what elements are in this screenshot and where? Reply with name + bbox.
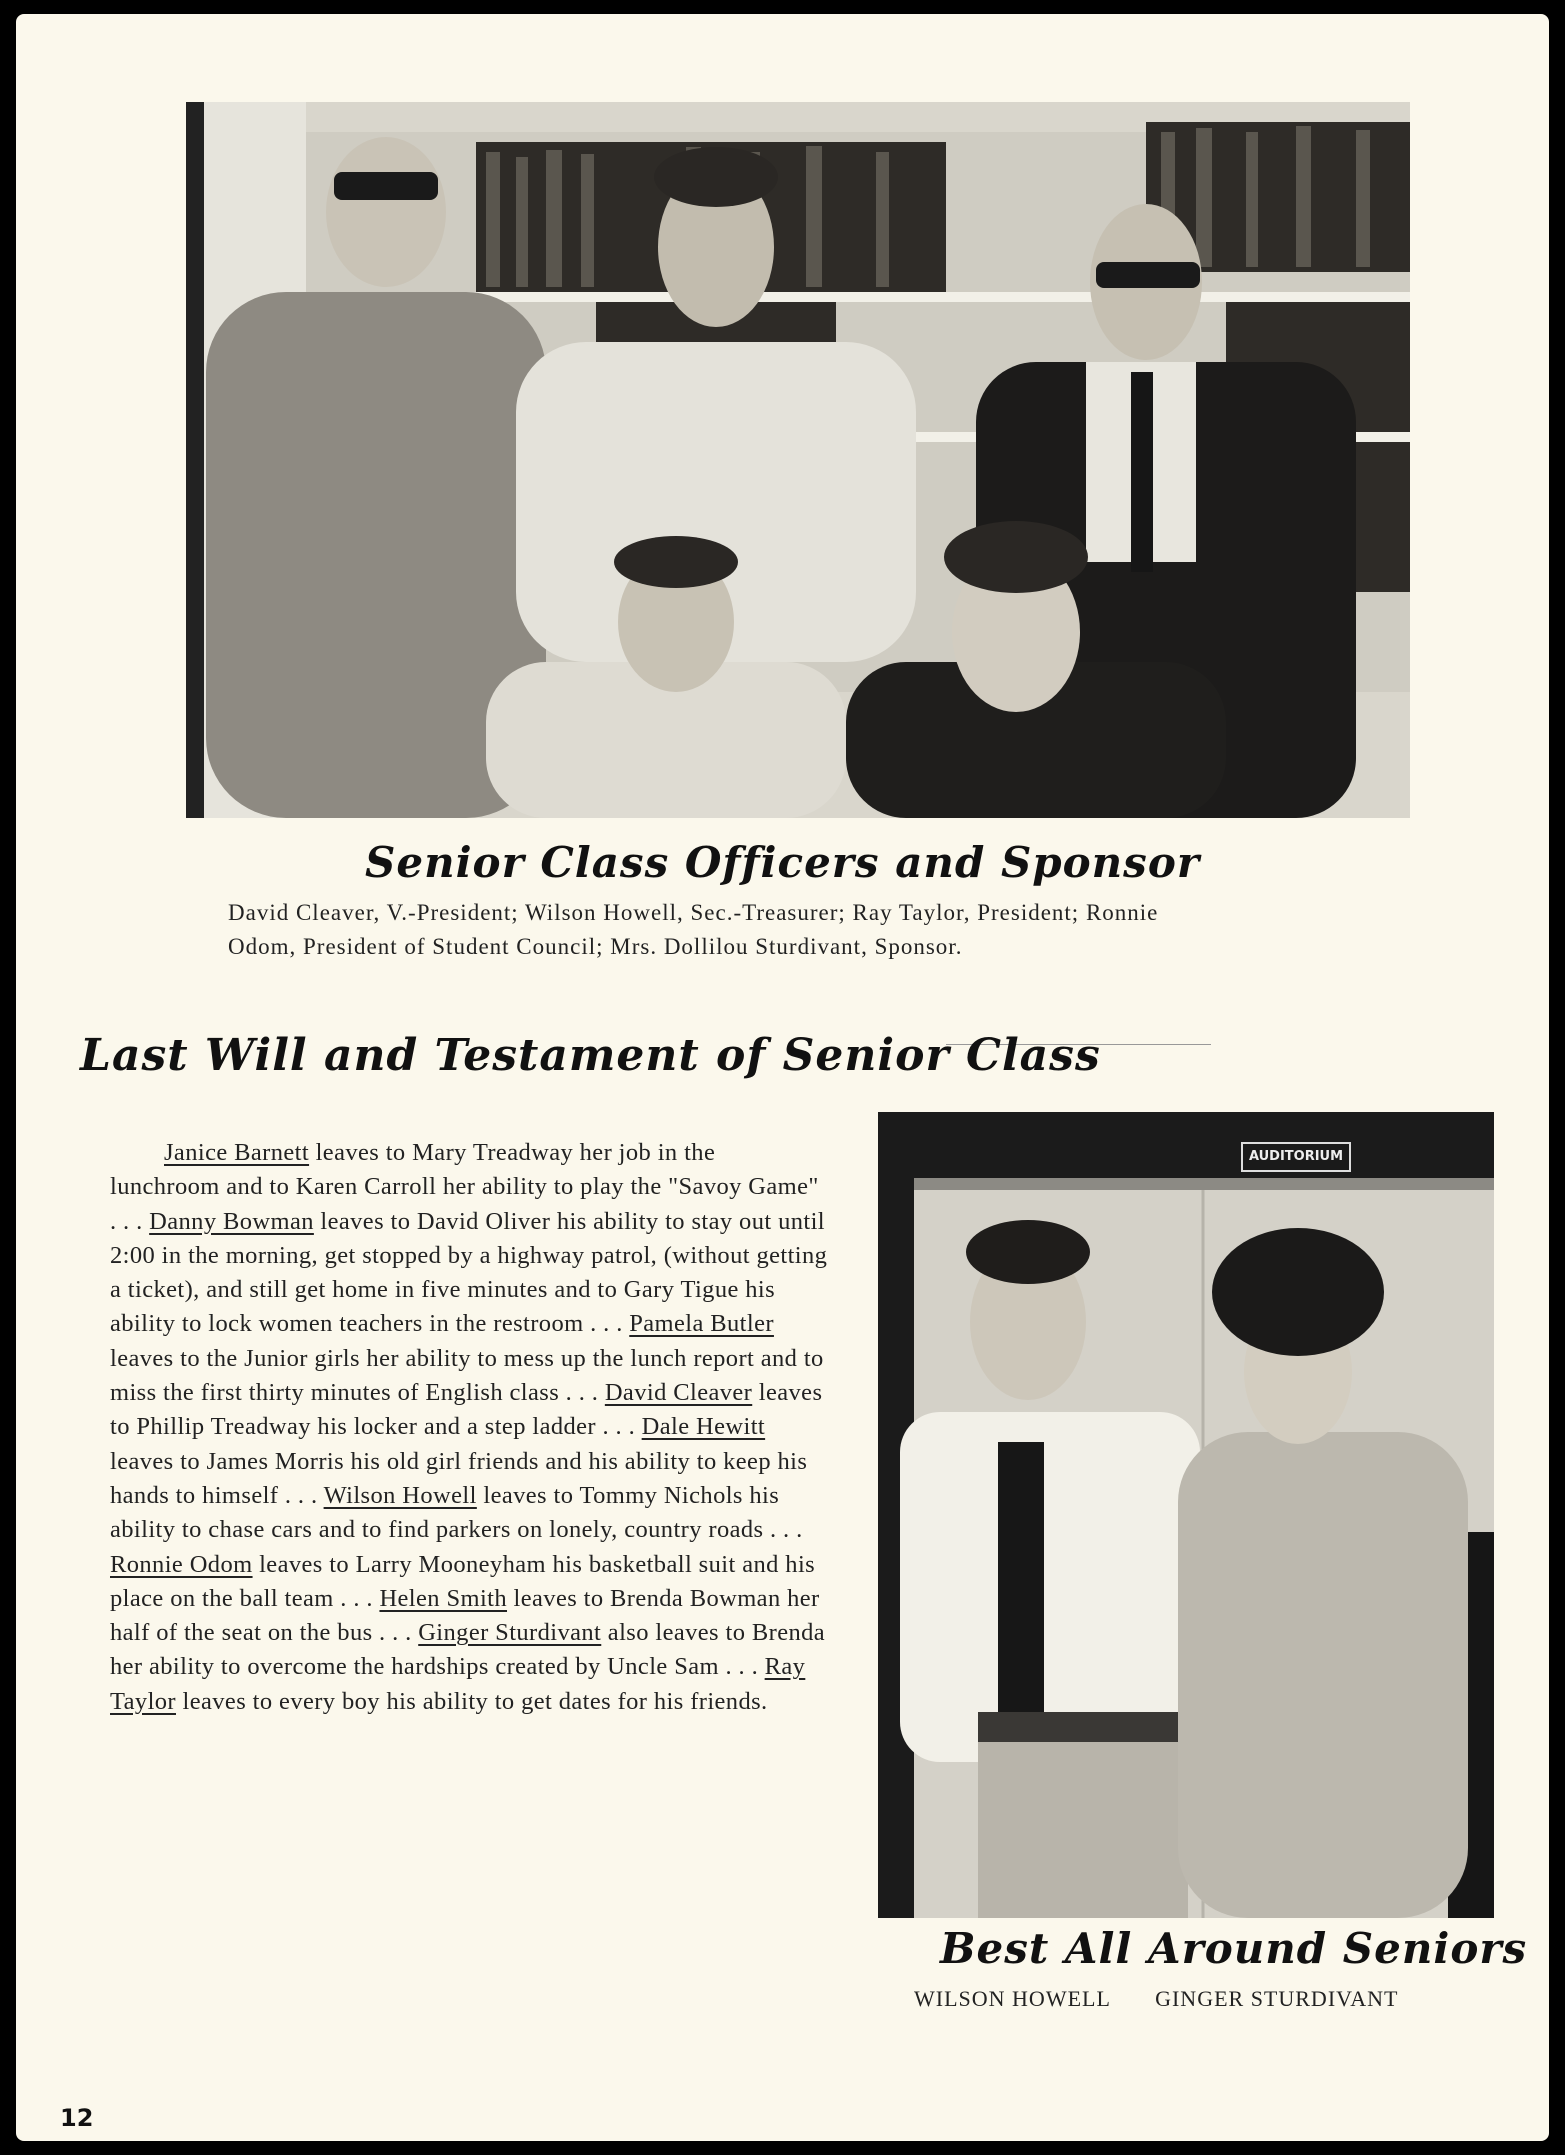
will-text: also leaves to Brenda her ability to overcome the hardships created by Uncle Sam . . .	[110, 1619, 826, 1681]
best-seniors-title: Best All Around Seniors	[940, 1924, 1528, 1973]
senior-name: Wilson Howell	[323, 1481, 477, 1509]
best-senior-left-name: WILSON HOWELL	[914, 1986, 1111, 2011]
senior-name: Danny Bowman	[149, 1207, 314, 1235]
will-body	[110, 1136, 830, 1719]
best-senior-right-name: GINGER STURDIVANT	[1155, 1986, 1399, 2011]
will-text: leaves to Mary Treadway her job in the lunchroom and to Karen Carroll her ability to play the "Savoy Game" . . .	[110, 1139, 819, 1235]
will-text: leaves to Larry Mooneyham his basketball suit and his place on the ball team . . .	[110, 1550, 816, 1612]
will-text: leaves to James Morris his old girl friends and his ability to keep his hands to himself . . .	[110, 1447, 808, 1509]
officers-photo-illustration	[186, 102, 1410, 818]
senior-name: David Cleaver	[604, 1379, 753, 1407]
senior-name: Pamela Butler	[629, 1310, 774, 1338]
page-number: 12	[60, 2104, 94, 2132]
best-seniors-photo-illustration	[878, 1112, 1494, 1918]
will-text: leaves to the Junior girls her ability to mess up the lunch report and to miss the first thirty minutes of English class . . .	[110, 1344, 824, 1407]
will-title: Last Will and Testament of Senior Class	[80, 1030, 1101, 1081]
officers-title: Senior Class Officers and Sponsor	[365, 838, 1200, 887]
will-text: leaves to Brenda Bowman her half of the seat on the bus . . .	[110, 1584, 820, 1647]
will-text: leaves to David Oliver his ability to stay out until 2:00 in the morning, get stopped by a highway patrol, (without getting a ticket), and still get home in five minutes and to Gary Tigue his ability to lock women teachers in the restroom . . .	[110, 1207, 828, 1338]
will-text: leaves to Tommy Nichols his ability to chase cars and to find parkers on lonely, country roads . . .	[110, 1481, 803, 1544]
auditorium-sign: AUDITORIUM	[1241, 1142, 1351, 1172]
will-text: leaves to every boy his ability to get dates for his friends.	[176, 1687, 768, 1715]
yearbook-page	[16, 14, 1549, 2141]
senior-name: Dale Hewitt	[641, 1413, 766, 1441]
best-seniors-names	[914, 1982, 1514, 2016]
senior-name: Ronnie Odom	[110, 1550, 253, 1578]
senior-name: Ginger Sturdivant	[418, 1619, 602, 1647]
will-paragraph	[110, 1136, 830, 1719]
senior-name: Janice Barnett	[164, 1139, 310, 1166]
officers-caption	[228, 896, 1428, 964]
officers-photo	[186, 102, 1410, 818]
officers-caption-line-1: David Cleaver, V.-President; Wilson Howell, Sec.-Treasurer; Ray Taylor, President; Ronnie	[228, 900, 1159, 925]
senior-name: Ray Taylor	[110, 1653, 806, 1715]
officers-caption-line-2: Odom, President of Student Council; Mrs. Dollilou Sturdivant, Sponsor.	[228, 934, 963, 959]
best-seniors-photo	[878, 1112, 1494, 1918]
senior-name: Helen Smith	[379, 1584, 508, 1612]
will-text: leaves to Phillip Treadway his locker and a step ladder . . .	[110, 1379, 823, 1441]
